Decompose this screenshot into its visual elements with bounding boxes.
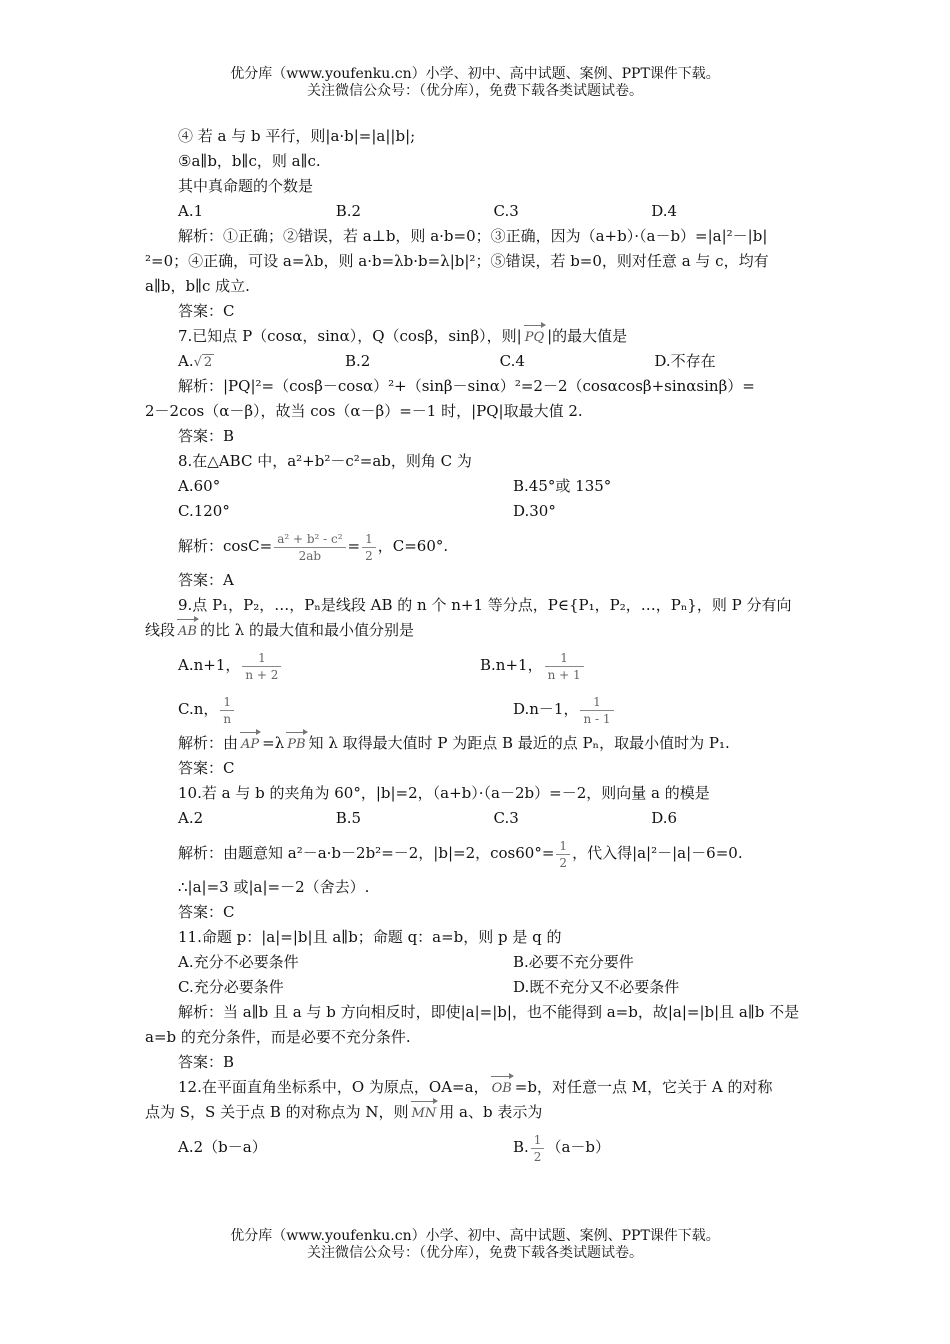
- statement-5: ⑤a∥b，b∥c，则 a∥c.: [178, 152, 321, 170]
- fraction-numerator: 1: [580, 694, 613, 711]
- q11-option-b: B.必要不充分要件: [513, 953, 634, 971]
- q8-explanation: [145, 524, 809, 568]
- q7-option-d: D.不存在: [654, 352, 716, 370]
- vector-ap: AP: [238, 732, 262, 757]
- q9-options-row-1: [145, 643, 809, 687]
- q7-option-c: C.4: [499, 352, 525, 370]
- q9-stem-2b: 的比 λ 的最大值和最小值分别是: [199, 621, 415, 639]
- fraction-denominator: n + 1: [547, 667, 581, 682]
- q9-explanation-b: =λ: [262, 734, 285, 752]
- vector-ab: AB: [175, 619, 200, 644]
- page-header: [0, 66, 950, 100]
- q8-options-row-2: [145, 499, 809, 524]
- fraction-denominator: 2: [365, 548, 373, 563]
- q10-stem: 10.若 a 与 b 的夹角为 60°，|b|=2，（a+b）·（a－2b）=－2，则向量 a 的模是: [178, 784, 710, 802]
- header-line-2: 关注微信公众号：（优分库），免费下载各类试题试卷。: [307, 83, 643, 99]
- q7-stem-a: 7.已知点 P（cosα，sinα），Q（cosβ，sinβ），则|: [178, 327, 522, 345]
- q9-option-d-label: D.n－1，: [513, 700, 579, 718]
- q9-option-a-label: A.n+1，: [178, 656, 241, 674]
- q8-answer: 答案：A: [178, 571, 234, 589]
- equals-sign: =: [347, 537, 361, 555]
- q6-option-d: D.4: [651, 202, 678, 220]
- q9-option-b-label: B.n+1，: [480, 656, 543, 674]
- q10-option-d: D.6: [651, 809, 678, 827]
- q12-stem-1b: =b，对任意一点 M，它关于 A 的对称: [514, 1078, 773, 1096]
- fraction-numerator: 1: [242, 650, 281, 667]
- fraction-cos: [274, 531, 345, 564]
- q9-explanation: [145, 731, 809, 756]
- q7-option-a-label: A.: [178, 352, 194, 370]
- fraction: [220, 694, 234, 727]
- q10-explanation-2: ∴|a|=3 或|a|=－2（舍去）.: [178, 878, 370, 896]
- q7-answer: 答案：B: [178, 427, 235, 445]
- q11-explanation-2: a=b 的充分条件，而是必要不充分条件.: [145, 1028, 411, 1046]
- fraction-numerator: 1: [545, 650, 584, 667]
- q8-explanation-a: 解析：cosC=: [178, 537, 273, 555]
- fraction-numerator: 1: [556, 838, 570, 855]
- q12-stem-2b: 用 a、b 表示为: [439, 1103, 543, 1121]
- q7-stem-b: |的最大值是: [547, 327, 628, 345]
- sqrt-radicand: 2: [203, 355, 213, 370]
- q6-answer: 答案：C: [178, 302, 235, 320]
- q12-option-b-label: B.: [513, 1138, 529, 1156]
- q6-option-c: C.3: [493, 202, 519, 220]
- q9-stem-2: [145, 618, 809, 643]
- q10-option-c: C.3: [493, 809, 519, 827]
- q7-option-a: [178, 349, 345, 374]
- q8-option-a: A.60°: [178, 477, 221, 495]
- fraction: [545, 650, 584, 683]
- q8-stem: 8.在△ABC 中，a²+b²－c²=ab，则角 C 为: [178, 452, 472, 470]
- q9-explanation-c: 知 λ 取得最大值时 P 为距点 B 最近的点 Pₙ，取最小值时为 P₁.: [308, 734, 730, 752]
- q11-answer: 答案：B: [178, 1053, 235, 1071]
- q9-option-a: [178, 643, 480, 687]
- q12-options-row-1: [145, 1125, 809, 1169]
- sqrt-symbol: √ 2: [193, 355, 213, 370]
- q6-options: [145, 199, 809, 224]
- q9-stem-1: 9.点 P₁，P₂，…，Pₙ是线段 AB 的 n 个 n+1 等分点，P∈{P₁，P₂，…，Pₙ}，则 P 分有向: [178, 596, 792, 614]
- vector-pb: PB: [284, 732, 308, 757]
- q10-options: [145, 806, 809, 831]
- fraction-half: [556, 838, 570, 871]
- q8-option-b: B.45°或 135°: [513, 477, 612, 495]
- fraction-denominator: 2: [533, 1149, 542, 1164]
- q8-explanation-b: ，C=60°.: [377, 537, 449, 555]
- q9-stem-2a: 线段: [145, 621, 176, 639]
- q9-option-c-label: C.n，: [178, 700, 219, 718]
- vector-ob: OB: [489, 1076, 515, 1101]
- q7-explanation-2: 2－2cos（α－β），故当 cos（α－β）=－1 时，|PQ|取最大值 2.: [145, 402, 583, 420]
- fraction-numerator: 1: [531, 1132, 545, 1149]
- q6-explanation-2: ²=0；④正确，可设 a=λb，则 a·b=λb·b=λ|b|²；⑤错误，若 b=0，则对任意 a 与 c，均有: [145, 252, 769, 270]
- q11-options-row-1: [145, 950, 809, 975]
- q12-stem-1a: 12.在平面直角坐标系中，O 为原点，OA=a，: [178, 1078, 489, 1096]
- q7-stem: [145, 324, 809, 349]
- q9-options-row-2: [145, 687, 809, 731]
- fraction-half: [362, 531, 376, 564]
- footer-line-2: 关注微信公众号：（优分库），免费下载各类试题试卷。: [307, 1245, 643, 1261]
- fraction-half: [531, 1132, 545, 1165]
- statement-4: ④ 若 a 与 b 平行，则|a·b|=|a||b|;: [178, 127, 416, 145]
- q11-stem: 11.命题 p：|a|=|b|且 a∥b；命题 q：a=b，则 p 是 q 的: [178, 928, 562, 946]
- question-prompt: 其中真命题的个数是: [178, 177, 314, 195]
- q7-option-b: B.2: [345, 352, 371, 370]
- fraction-denominator: 2: [559, 855, 568, 870]
- q11-option-a: A.充分不必要条件: [178, 953, 299, 971]
- fraction-numerator: a² + b² - c²: [274, 531, 345, 548]
- q10-option-a: A.2: [178, 809, 204, 827]
- q10-answer: 答案：C: [178, 903, 235, 921]
- q10-explanation-1: [145, 831, 809, 875]
- vector-pq: PQ: [522, 325, 547, 350]
- q6-explanation-3: a∥b，b∥c 成立.: [145, 277, 250, 295]
- fraction-denominator: n - 1: [583, 711, 611, 726]
- q6-option-a: A.1: [178, 202, 204, 220]
- q7-options: [145, 349, 809, 374]
- header-line-1: 优分库（www.youfenku.cn）小学、初中、高中试题、案例、PPT课件下载。: [230, 66, 720, 82]
- q11-option-c: C.充分必要条件: [178, 978, 284, 996]
- q8-options-row-1: [145, 474, 809, 499]
- q9-option-d: [513, 687, 616, 731]
- vector-mn: MN: [409, 1101, 440, 1126]
- q9-answer: 答案：C: [178, 759, 235, 777]
- q11-options-row-2: [145, 975, 809, 1000]
- q12-option-b-tail: （a－b）: [546, 1138, 610, 1156]
- q12-stem-1: [145, 1075, 809, 1100]
- q12-option-a: A.2（b－a）: [178, 1138, 267, 1156]
- fraction: [242, 650, 281, 683]
- q6-explanation-1: 解析：①正确；②错误，若 a⊥b，则 a·b=0；③正确，因为（a+b）·（a－b）=|a|²－|b|: [178, 227, 768, 245]
- q10-explanation-b: ，代入得|a|²－|a|－6=0.: [572, 844, 743, 862]
- footer-line-1: 优分库（www.youfenku.cn）小学、初中、高中试题、案例、PPT课件下载。: [230, 1228, 720, 1244]
- fraction-denominator: n + 2: [245, 667, 279, 682]
- fraction: [580, 694, 613, 727]
- q8-option-c: C.120°: [178, 502, 230, 520]
- q8-option-d: D.30°: [513, 502, 556, 520]
- q10-option-b: B.5: [335, 809, 362, 827]
- page-footer: [0, 1228, 950, 1262]
- q7-explanation-1: 解析：|PQ|²=（cosβ－cosα）²+（sinβ－sinα）²=2－2（cosαcosβ+sinαsinβ）=: [178, 377, 755, 395]
- q6-option-b: B.2: [335, 202, 362, 220]
- fraction-numerator: 1: [220, 694, 234, 711]
- q12-stem-2: [145, 1100, 809, 1125]
- fraction-numerator: 1: [362, 531, 376, 548]
- document-body: [145, 124, 809, 1169]
- q11-option-d: D.既不充分又不必要条件: [513, 978, 680, 996]
- q9-explanation-a: 解析：由: [178, 734, 239, 752]
- fraction-denominator: n: [223, 711, 232, 726]
- q11-explanation-1: 解析：当 a∥b 且 a 与 b 方向相反时，即使|a|=|b|，也不能得到 a=b，故|a|=|b|且 a∥b 不是: [178, 1003, 800, 1021]
- q9-option-b: [480, 643, 586, 687]
- fraction-denominator: 2ab: [298, 548, 322, 563]
- q12-option-b: [513, 1125, 610, 1169]
- q12-stem-2a: 点为 S，S 关于点 B 的对称点为 N，则: [145, 1103, 409, 1121]
- q10-explanation-a: 解析：由题意知 a²－a·b－2b²=－2，|b|=2，cos60°=: [178, 844, 555, 862]
- q9-option-c: [178, 687, 513, 731]
